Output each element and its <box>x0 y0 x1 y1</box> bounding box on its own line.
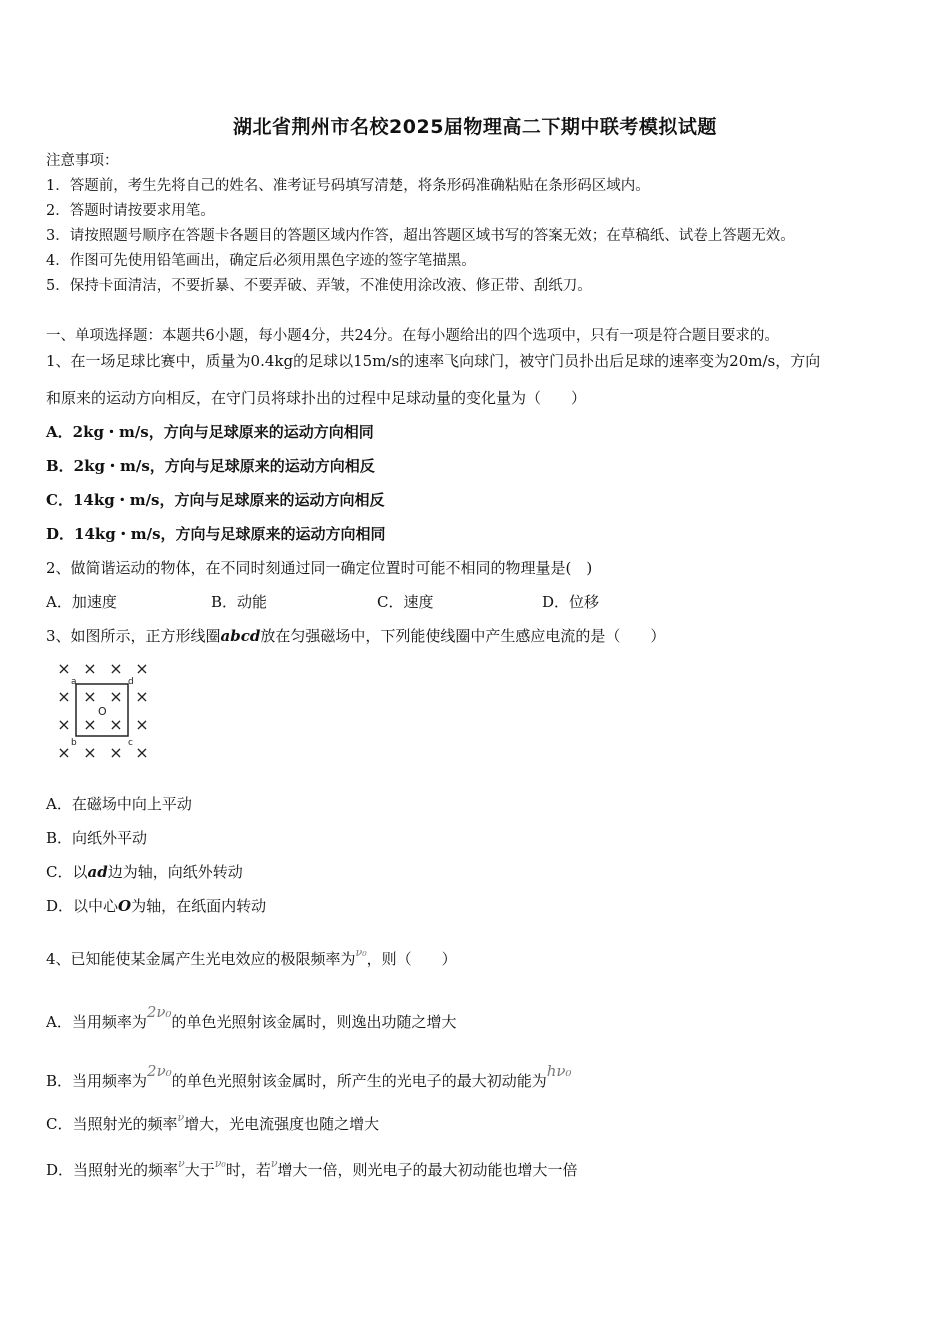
q3-option-d <box>46 895 266 917</box>
note-item-2: 2．答题时请按要求用笔。 <box>46 203 215 219</box>
q4-option-b-hnu0: hν₀ <box>546 1062 572 1080</box>
q4-option-c-post: 增大，光电流强度也随之增大 <box>184 1115 380 1133</box>
corner-d-label: d <box>128 677 134 687</box>
field-cross: × <box>109 659 123 678</box>
note-item-1: 1．答题前，考生先将自己的姓名、准考证号码填写清楚，将条形码准确粘贴在条形码区域内。 <box>46 178 650 194</box>
q3-option-d-pre: D．以中心 <box>46 897 119 915</box>
field-cross: × <box>57 715 71 734</box>
page-title: 湖北省荆州市名校2025届物理高二下期中联考模拟试题 <box>233 116 717 138</box>
q4-option-a-post: 的单色光照射该金属时，则逸出功随之增大 <box>171 1013 457 1031</box>
q4-option-a <box>46 1001 457 1033</box>
q3-option-c-post: 边为轴，向纸外转动 <box>107 863 243 881</box>
q1-option-c: C．14kg・m/s，方向与足球原来的运动方向相反 <box>46 491 385 509</box>
magnetic-field-figure <box>54 658 154 762</box>
section-heading: 一、单项选择题：本题共6小题，每小题4分，共24分。在每小题给出的四个选项中，只有一项是符合题目要求的。 <box>46 328 779 344</box>
q4-option-d-nu: ν <box>178 1157 185 1170</box>
q4-stem-post: ，则（ ） <box>366 950 457 968</box>
q3-option-a: A．在磁场中向上平动 <box>46 795 192 813</box>
q4-nu0: ν₀ <box>355 946 367 959</box>
field-cross: × <box>57 659 71 678</box>
field-cross: × <box>109 715 123 734</box>
q4-option-b-pre: B．当用频率为 <box>46 1072 148 1090</box>
q3-stem-post: 放在匀强磁场中，下列能使线圈中产生感应电流的是（ ） <box>260 627 666 645</box>
q1-option-a: A．2kg・m/s，方向与足球原来的运动方向相同 <box>46 423 374 441</box>
field-cross: × <box>83 743 97 762</box>
q3-stem <box>46 625 665 647</box>
q2-option-a: A．加速度 <box>46 593 117 611</box>
q4-option-d-post: 增大一倍，则光电子的最大初动能也增大一倍 <box>277 1161 578 1179</box>
field-cross: × <box>135 715 149 734</box>
notes-heading: 注意事项： <box>46 153 119 169</box>
q1-stem-line1: 1、在一场足球比赛中，质量为0.4kg的足球以15m/s的速率飞向球门，被守门员扑出后足球的速率变为20m/s，方向 <box>46 352 821 370</box>
field-cross: × <box>83 687 97 706</box>
corner-b-label: b <box>71 738 77 748</box>
field-cross: × <box>135 659 149 678</box>
q4-stem-pre: 4、已知能使某金属产生光电效应的极限频率为 <box>46 950 356 968</box>
q4-option-b-2nu0: 2ν₀ <box>147 1062 172 1080</box>
q3-stem-italic: abcd <box>220 627 261 645</box>
q4-option-d-pre: D．当照射光的频率 <box>46 1161 179 1179</box>
note-item-4: 4．作图可先使用铅笔画出，确定后必须用黑色字迹的签字笔描黑。 <box>46 253 476 269</box>
q4-stem <box>46 942 457 970</box>
q3-stem-pre: 3、如图所示，正方形线圈 <box>46 627 221 645</box>
field-cross: × <box>135 743 149 762</box>
field-cross: × <box>83 715 97 734</box>
q3-option-d-center: O <box>118 897 132 915</box>
q4-option-c-nu: ν <box>177 1111 185 1124</box>
field-cross: × <box>57 743 71 762</box>
field-cross: × <box>109 687 123 706</box>
q3-option-d-post: 为轴，在纸面内转动 <box>131 897 267 915</box>
field-cross: × <box>57 687 71 706</box>
q4-option-d-mid1: 大于 <box>184 1161 215 1179</box>
corner-c-label: c <box>128 738 133 748</box>
field-cross: × <box>109 743 123 762</box>
q3-option-c-pre: C．以 <box>46 863 88 881</box>
q2-option-b: B．动能 <box>211 593 268 611</box>
q2-option-d: D．位移 <box>542 593 600 611</box>
q2-option-c: C．速度 <box>377 593 434 611</box>
corner-a-label: a <box>71 677 77 687</box>
q4-option-a-pre: A．当用频率为 <box>46 1013 147 1031</box>
q4-option-d-nu0: ν₀ <box>214 1157 226 1170</box>
q2-stem: 2、做简谐运动的物体，在不同时刻通过同一确定位置时可能不相同的物理量是( ) <box>46 559 593 577</box>
note-item-3: 3．请按照题号顺序在答题卡各题目的答题区域内作答，超出答题区域书写的答案无效；在草稿纸、试卷上答题无效。 <box>46 228 795 244</box>
q3-option-b: B．向纸外平动 <box>46 829 148 847</box>
q1-stem-line2: 和原来的运动方向相反，在守门员将球扑出的过程中足球动量的变化量为（ ） <box>46 389 587 407</box>
q4-option-c-pre: C．当照射光的频率 <box>46 1115 178 1133</box>
q1-option-b: B．2kg・m/s，方向与足球原来的运动方向相反 <box>46 457 375 475</box>
q4-option-a-2nu0: 2ν₀ <box>146 1003 172 1021</box>
q1-option-d: D．14kg・m/s，方向与足球原来的运动方向相同 <box>46 525 386 543</box>
field-cross: × <box>83 659 97 678</box>
center-o-label: O <box>98 705 107 718</box>
q4-option-d <box>46 1153 578 1181</box>
note-item-5: 5．保持卡面清洁，不要折暴、不要弄破、弄皱，不准使用涂改液、修正带、刮纸刀。 <box>46 278 592 294</box>
q3-option-c-axis: ad <box>87 863 108 881</box>
q3-option-c <box>46 861 243 883</box>
q4-option-b <box>46 1060 572 1092</box>
q2-options <box>46 591 896 613</box>
q4-option-b-mid: 的单色光照射该金属时，所产生的光电子的最大初动能为 <box>171 1072 547 1090</box>
q4-option-d-nu-2: ν <box>270 1157 278 1170</box>
q4-option-d-mid2: 时，若 <box>225 1161 271 1179</box>
q4-option-c <box>46 1107 379 1135</box>
field-cross: × <box>135 687 149 706</box>
